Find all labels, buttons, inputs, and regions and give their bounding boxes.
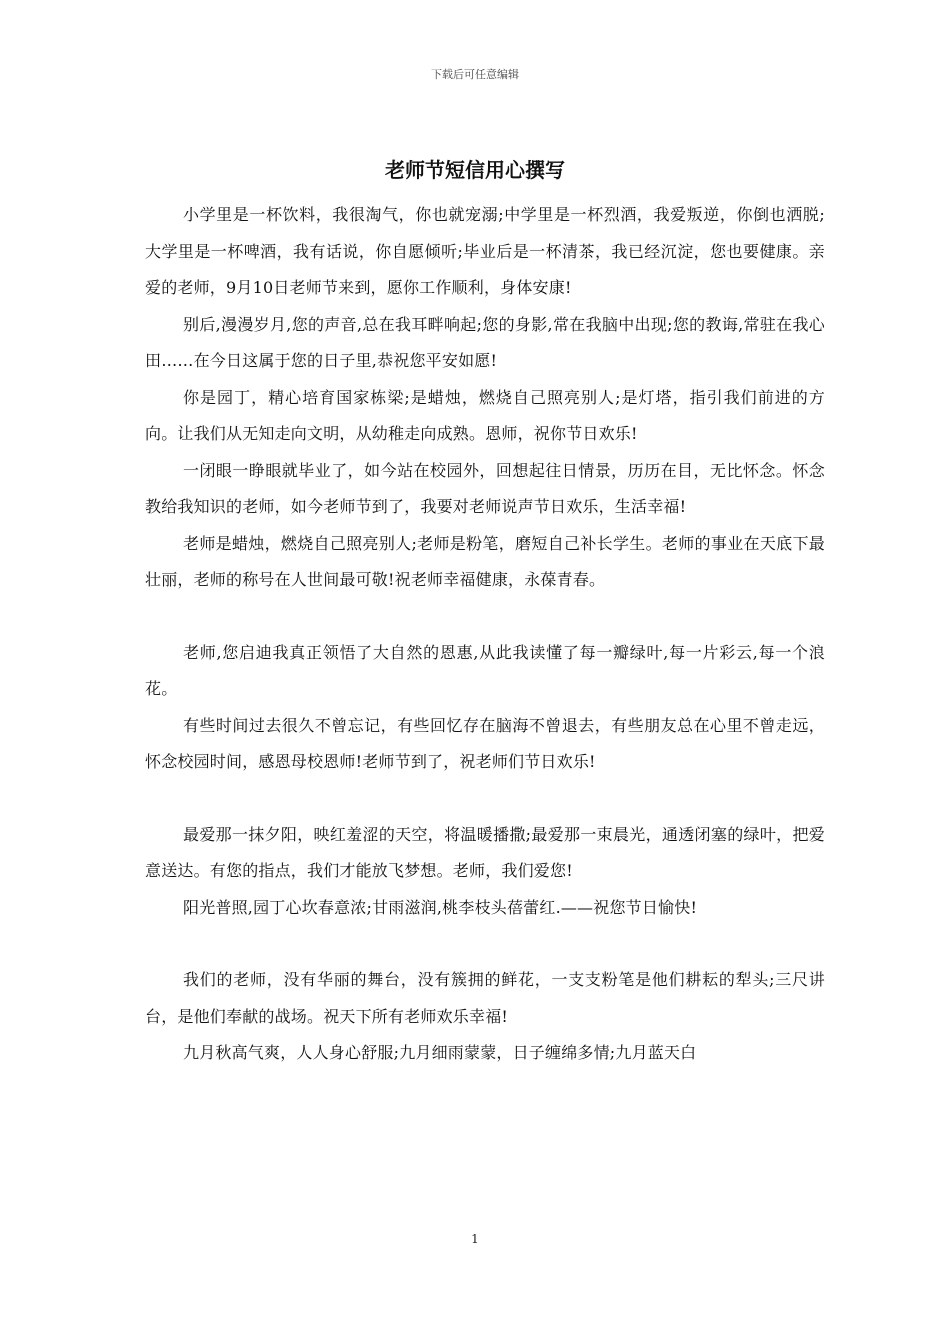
paragraph-11: 九月秋高气爽，人人身心舒服;九月细雨蒙蒙，日子缠绵多情;九月蓝天白 xyxy=(183,1043,697,1062)
paragraph-7: 有些时间过去很久不曾忘记，有些回忆存在脑海不曾退去，有些朋友总在心里不曾走远，怀念校园时间，感恩母校恩师!老师节到了，祝老师们节日欢乐! xyxy=(145,715,825,771)
header-note: 下载后可任意编辑 xyxy=(431,68,519,81)
paragraph-9: 阳光普照,园丁心坎春意浓;甘雨滋润,桃李枝头蓓蕾红.——祝您节日愉快! xyxy=(183,897,698,917)
paragraph-8: 最爱那一抹夕阳，映红羞涩的天空，将温暖播撒;最爱那一束晨光，通透闭塞的绿叶，把爱意送达。有您的指点，我们才能放飞梦想。老师，我们爱您! xyxy=(145,824,825,880)
paragraph-3: 你是园丁，精心培育国家栋梁;是蜡烛，燃烧自己照亮别人;是灯塔，指引我们前进的方向。让我们从无知走向文明，从幼稚走向成熟。恩师，祝你节日欢乐! xyxy=(145,387,825,443)
paragraph-6: 老师,您启迪我真正领悟了大自然的恩惠,从此我读懂了每一瓣绿叶,每一片彩云,每一个浪花。 xyxy=(145,642,825,698)
paragraph-5: 老师是蜡烛，燃烧自己照亮别人;老师是粉笔，磨短自己补长学生。老师的事业在天底下最壮丽，老师的称号在人世间最可敬!祝老师幸福健康，永葆青春。 xyxy=(145,533,825,589)
paragraph-4: 一闭眼一睁眼就毕业了，如今站在校园外，回想起往日情景，历历在目，无比怀念。怀念教给我知识的老师，如今老师节到了，我要对老师说声节日欢乐，生活幸福! xyxy=(145,460,825,516)
paragraph-1: 小学里是一杯饮料，我很淘气，你也就宠溺;中学里是一杯烈酒，我爱叛逆，你倒也洒脱;大学里是一杯啤酒，我有话说，你自愿倾听;毕业后是一杯清茶，我已经沉淀，您也要健康。亲爱的老师，9月10日老师节来到，愿你工作顺利，身体安康! xyxy=(145,205,825,297)
document-body xyxy=(145,197,825,1072)
paragraph-2: 别后,漫漫岁月,您的声音,总在我耳畔响起;您的身影,常在我脑中出现;您的教诲,常驻在我心田……在今日这属于您的日子里,恭祝您平安如愿! xyxy=(145,314,825,370)
document-title: 老师节短信用心撰写 xyxy=(385,158,565,182)
page-number: 1 xyxy=(471,1232,479,1246)
paragraph-10: 我们的老师，没有华丽的舞台，没有簇拥的鲜花，一支支粉笔是他们耕耘的犁头;三尺讲台，是他们奉献的战场。祝天下所有老师欢乐幸福! xyxy=(145,970,825,1026)
